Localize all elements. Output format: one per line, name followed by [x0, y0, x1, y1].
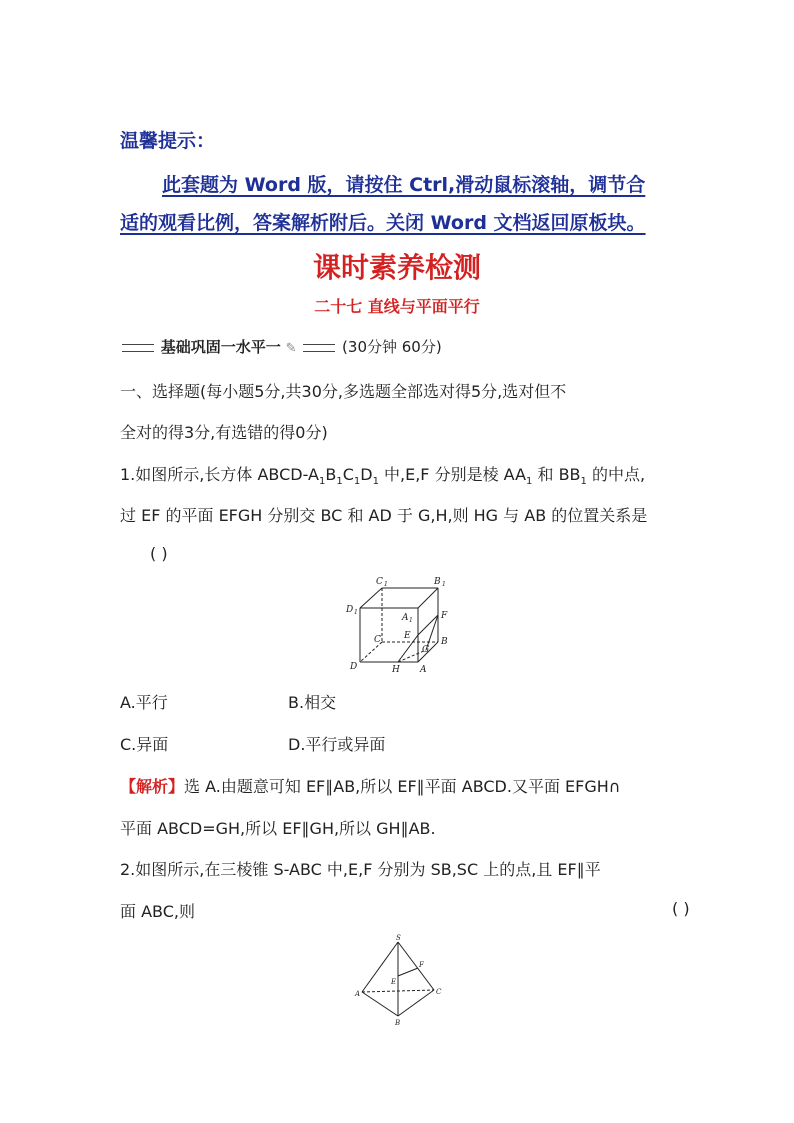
q1-analysis-line-2: 平面 ABCD=GH,所以 EF∥GH,所以 GH∥AB.	[120, 819, 436, 838]
label-E: E	[391, 978, 397, 986]
pencil-icon: ✎	[285, 341, 297, 356]
label-C: C	[374, 635, 381, 645]
pyramid-figure	[352, 934, 448, 1028]
label-B: B	[441, 637, 448, 647]
q1-text-c: C	[342, 465, 354, 484]
tip-title: 温馨提示：	[120, 130, 216, 152]
q1-line-2: 过 EF 的平面 EFGH 分别交 BC 和 AD 于 G,H,则 HG 与 AB 的位置关系是	[120, 506, 648, 525]
page-title: 课时素养检测	[312, 251, 481, 284]
q1-text-a: 如图所示,长方体 ABCD-A	[135, 465, 319, 484]
part1-line-2: 全对的得3分,有选错的得0分)	[120, 423, 328, 442]
q2-line-1: 2.如图所示,在三棱锥 S-ABC 中,E,F 分别为 SB,SC 上的点,且 EF∥平	[120, 860, 601, 879]
q1-text-b: B	[325, 465, 337, 484]
q1-option-a: A.平行	[120, 693, 168, 712]
label-A: A	[355, 990, 361, 998]
label-H: H	[392, 665, 400, 675]
label-B1-sub: 1	[442, 581, 446, 588]
label-C1-sub: 1	[384, 581, 388, 588]
edge-CB	[398, 990, 434, 1016]
page-subtitle: 二十七 直线与平面平行	[314, 297, 480, 316]
label-C: C	[436, 988, 442, 996]
cuboid-figure	[340, 574, 470, 678]
section-header	[120, 336, 442, 357]
section-label: 基础巩固一水平一	[160, 338, 281, 356]
label-D1: D	[346, 605, 354, 615]
label-D: D	[350, 662, 358, 672]
q1-text-e: 中,E,F 分别是棱 AA	[378, 465, 527, 484]
q1-number: 1.	[120, 465, 136, 484]
label-B1: B	[434, 577, 441, 587]
edge-CD-hidden	[360, 642, 382, 662]
double-rule-right	[303, 344, 335, 352]
label-A1: A	[402, 613, 409, 623]
q1-option-c: C.异面	[120, 735, 169, 754]
edge-AB	[362, 992, 398, 1016]
segment-EF	[398, 968, 418, 976]
q1-text-d: D	[360, 465, 373, 484]
edge-C1D1	[360, 588, 382, 608]
tip-line-2: 适的观看比例，答案解析附后。关闭 Word 文档返回原板块。	[120, 212, 646, 234]
q1-text-g: 的中点,	[586, 465, 646, 484]
q1-line-1	[120, 462, 645, 487]
q1-answer-paren: ( )	[150, 544, 168, 563]
q2-line-2: 面 ABC,则	[120, 902, 195, 921]
q1-text-f: 和 BB	[532, 465, 581, 484]
q1-analysis-line-1	[120, 774, 621, 797]
q1-option-d: D.平行或异面	[288, 735, 386, 754]
q1-sub: 1	[318, 476, 326, 488]
label-B: B	[395, 1019, 401, 1027]
part1-line-1: 一、选择题(每小题5分,共30分,多选题全部选对得5分,选对但不	[120, 382, 567, 401]
edge-B1A1	[418, 588, 438, 608]
label-D1-sub: 1	[354, 609, 358, 616]
q1-analysis-text-1: 选 A.由题意可知 EF∥AB,所以 EF∥平面 ABCD.又平面 EFGH∩	[184, 777, 621, 796]
label-F: F	[441, 611, 448, 621]
analysis-tag: 【解析】	[120, 777, 185, 796]
q1-sub: 1	[353, 476, 361, 488]
label-A1-sub: 1	[409, 617, 413, 624]
label-G: G	[422, 645, 430, 655]
label-E: E	[404, 631, 411, 641]
q1-option-b: B.相交	[288, 693, 337, 712]
label-F: F	[419, 961, 424, 969]
tip-line-1: 此套题为 Word 版，请按住 Ctrl,滑动鼠标滚轴，调节合	[162, 174, 646, 196]
double-rule-left	[122, 344, 154, 352]
q2-answer-paren: ( )	[672, 899, 690, 918]
label-C1: C	[376, 577, 383, 587]
edge-SC	[398, 942, 434, 990]
label-S: S	[396, 934, 401, 942]
q1-sub: 1	[336, 476, 343, 488]
q1-sub: 1	[580, 476, 587, 488]
q1-sub: 1	[526, 476, 533, 488]
label-A: A	[420, 665, 427, 675]
section-time: (30分钟 60分)	[342, 338, 442, 356]
q1-sub: 1	[372, 476, 379, 488]
